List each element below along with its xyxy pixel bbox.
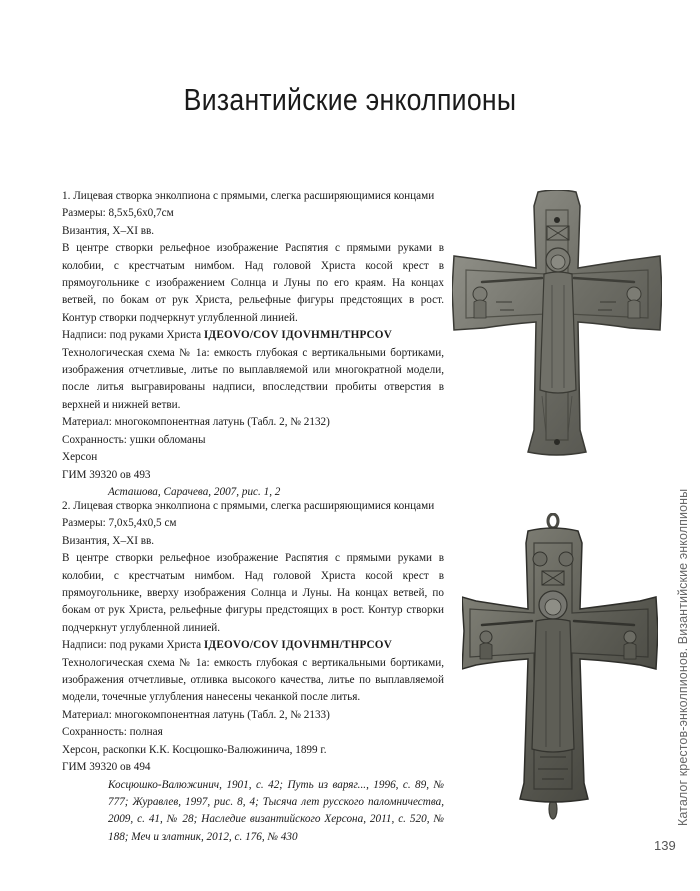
entry-inscriptions	[62, 327, 444, 344]
entry-size: Размеры: 7,0х5,4х0,5 см	[62, 517, 177, 530]
entry-description: В центре створки рельефное изображение Распятия с прямыми руками в колобии, с крестчатым нимбом. Над головой Христа косой крест в прямоугольнике, вверху изображения Солнца и Луны. На концах ветвей, по бокам от рук Христа, рельефные фигуры предстоящих в рост. Контур створки подчеркнут углубленной линией.	[62, 552, 444, 634]
entry-references: Асташова, Сарачева, 2007, рис. 1, 2	[108, 485, 281, 498]
entry-technology: Технологическая схема № 1а: емкость глубокая с вертикальными бортиками, изображения отчетливые, отливка высокого качества, литье по выплавляемой модели, точечные углубления нанесены чеканкой после литья.	[62, 656, 444, 704]
entry-material: Материал: многокомпонентная латунь (Табл. 2, № 2132)	[62, 416, 330, 429]
entry-technology: Технологическая схема № 1а: емкость глубокая с вертикальными бортиками, изображения отчетливые, литье по выплавляемой или многократной модели, после литья выгравированы надписи, впоследствии пробиты отверстия в верхней и нижней ветви.	[62, 346, 444, 411]
entry-heading: 2. Лицевая створка энколпиона с прямыми, слегка расширяющимися концами	[62, 500, 435, 512]
entry-size: Размеры: 8,5х5,6х0,7см	[62, 207, 174, 220]
entry-inventory: ГИМ 39320 ов 493	[62, 468, 151, 481]
suspension-loop-icon	[548, 514, 558, 528]
entry-condition: Сохранность: полная	[62, 726, 163, 739]
catalog-entry-2	[62, 498, 444, 846]
entry-description: В центре створки рельефное изображение Распятия с прямыми руками в колобии, с крестчатым нимбом. Над головой Христа косой крест в прямоугольнике с изображением Солнца и Луны по его краям. На концах ветвей, по бокам от рук Христа, рельефные фигуры предстоящих в рост. Контур створки подчеркнут углубленной линией.	[62, 242, 444, 324]
running-side-caption: Каталог крестов-энколпионов. Византийские энколпионы	[676, 488, 690, 826]
entry-material: Материал: многокомпонентная латунь (Табл. 2, № 2133)	[62, 708, 330, 721]
enkolpion-photo-2	[462, 513, 658, 823]
entry-heading: 1. Лицевая створка энколпиона с прямыми, слегка расширяющимися концами	[62, 190, 435, 202]
page-title: Византийские энколпионы	[183, 82, 517, 117]
inscription-text: IДEOVO/COV IДOVHMH/THPCOV	[203, 639, 392, 652]
entry-inventory: ГИМ 39320 ов 494	[62, 761, 151, 774]
entry-origin: Византия, X–XI вв.	[62, 224, 155, 237]
page-number: 139	[654, 838, 676, 853]
inscription-label: Надписи: под руками Христа	[62, 329, 202, 342]
entry-condition: Сохранность: ушки обломаны	[62, 433, 206, 446]
catalog-entry-1	[62, 188, 444, 501]
entry-place: Херсон	[62, 451, 98, 464]
inscription-text: IДEOVO/COV IДOVHMH/THPCOV	[203, 329, 392, 342]
entry-origin: Византия, X–XI вв.	[62, 534, 155, 547]
entry-references: Косцюшко-Валюжинич, 1901, с. 42; Путь из варяг..., 1996, с. 89, № 777; Журавлев, 1997, рис. 8, 4; Тысяча лет русского паломничества, 2009, с. 41, № 28; Наследие византийского Херсона, 2011, с. 520, № 188; Меч и златник, 2012, с. 176, № 430	[108, 778, 444, 843]
entry-inscriptions	[62, 637, 444, 654]
inscription-label: Надписи: под руками Христа	[62, 639, 202, 652]
entry-place: Херсон, раскопки К.К. Косцюшко-Валюжинича, 1899 г.	[62, 743, 327, 756]
enkolpion-photo-1	[452, 190, 662, 476]
